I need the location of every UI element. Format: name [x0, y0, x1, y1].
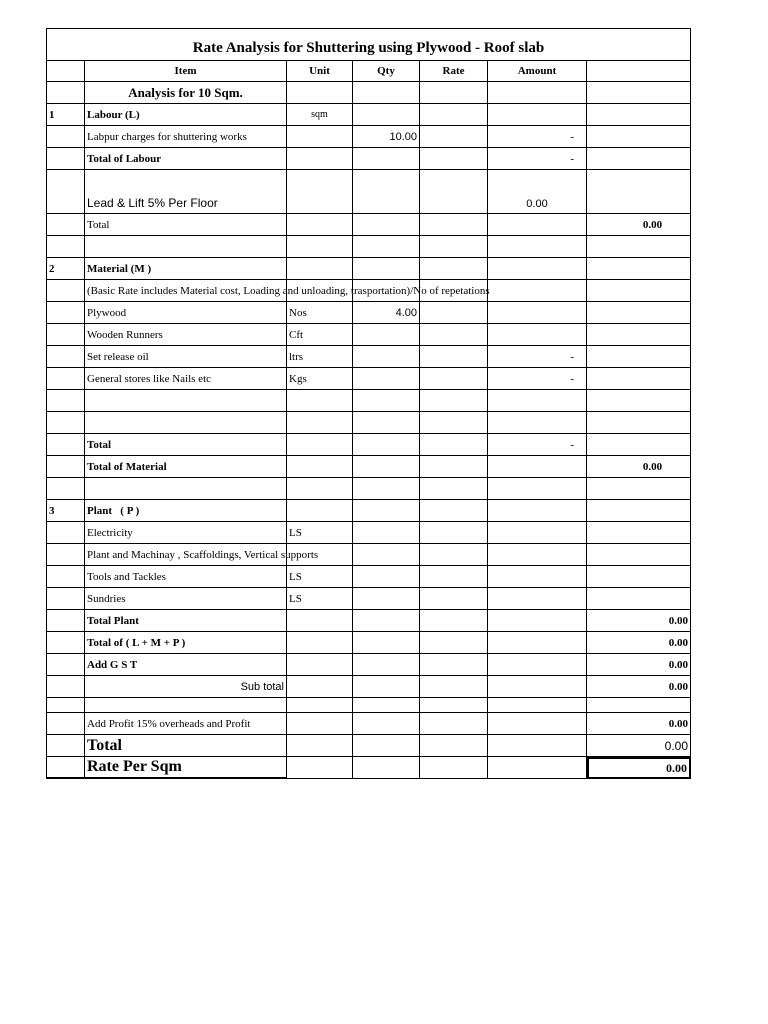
labour-charges-qty: 10.00 — [353, 126, 420, 148]
material-item-qty: 4.00 — [353, 302, 420, 324]
material-grand-label: Total of Material — [85, 456, 287, 478]
header-extra — [587, 60, 691, 82]
total-plant-value: 0.00 — [587, 610, 691, 632]
analysis-for: Analysis for 10 Sqm. — [85, 82, 287, 104]
material-grand-value: 0.00 — [587, 456, 691, 478]
subtotal-value: 0.00 — [587, 676, 691, 698]
material-item-unit: Cft — [287, 324, 353, 346]
material-item-name: General stores like Nails etc — [85, 368, 287, 390]
material-item-amount: - — [488, 346, 587, 368]
lead-lift-label: Lead & Lift 5% Per Floor — [85, 170, 287, 214]
material-item-name: Wooden Runners — [85, 324, 287, 346]
plant-item-unit: LS — [287, 522, 353, 544]
header-no — [46, 60, 85, 82]
material-no: 2 — [46, 258, 85, 280]
material-total-amount: - — [488, 434, 587, 456]
plant-item-name: Electricity — [85, 522, 287, 544]
header-amount: Amount — [488, 60, 587, 82]
header-qty: Qty — [353, 60, 420, 82]
material-item-name: Plywood — [85, 302, 287, 324]
total-lmp-label: Total of ( L + M + P ) — [85, 632, 287, 654]
gst-label: Add G S T — [85, 654, 287, 676]
header-unit: Unit — [287, 60, 353, 82]
plant-no: 3 — [46, 500, 85, 522]
material-item-unit: Nos — [287, 302, 353, 324]
final-total-label: Total — [85, 735, 287, 757]
labour-charges-amount: - — [488, 126, 587, 148]
plant-item-name: Sundries — [85, 588, 287, 610]
labour-total-amount: - — [488, 148, 587, 170]
material-item-unit: ltrs — [287, 346, 353, 368]
header-item: Item — [85, 60, 287, 82]
gst-value: 0.00 — [587, 654, 691, 676]
plant-item-unit: LS — [287, 588, 353, 610]
subtotal-label: Sub total — [85, 676, 287, 698]
material-item-name: Set release oil — [85, 346, 287, 368]
labour-grand-value: 0.00 — [587, 214, 691, 236]
labour-unit: sqm — [287, 104, 353, 126]
labour-grand-label: Total — [85, 214, 287, 236]
header-rate: Rate — [420, 60, 488, 82]
plant-heading: Plant ( P ) — [85, 500, 287, 522]
plant-item-name: Plant and Machinay , Scaffoldings, Vertical supports — [87, 549, 319, 561]
profit-label: Add Profit 15% overheads and Profit — [85, 713, 287, 735]
labour-no: 1 — [46, 104, 85, 126]
rate-per-sqm-label: Rate Per Sqm — [85, 757, 287, 779]
material-total-label: Total — [85, 434, 287, 456]
material-note: (Basic Rate includes Material cost, Loading and unloading, trasportation)/No of repetations — [87, 285, 490, 297]
sheet-title: Rate Analysis for Shuttering using Plywood - Roof slab — [46, 28, 691, 60]
total-lmp-value: 0.00 — [587, 632, 691, 654]
lead-lift-amount: 0.00 — [488, 170, 587, 214]
labour-total-label: Total of Labour — [85, 148, 287, 170]
rate-per-sqm-value: 0.00 — [587, 757, 691, 779]
labour-charges-label: Labpur charges for shuttering works — [85, 126, 287, 148]
total-plant-label: Total Plant — [85, 610, 287, 632]
plant-item-unit: LS — [287, 566, 353, 588]
final-total-value: 0.00 — [587, 735, 691, 757]
labour-heading: Labour (L) — [85, 104, 287, 126]
plant-item-name: Tools and Tackles — [85, 566, 287, 588]
material-heading: Material (M ) — [85, 258, 287, 280]
material-item-amount: - — [488, 368, 587, 390]
material-item-unit: Kgs — [287, 368, 353, 390]
profit-value: 0.00 — [587, 713, 691, 735]
